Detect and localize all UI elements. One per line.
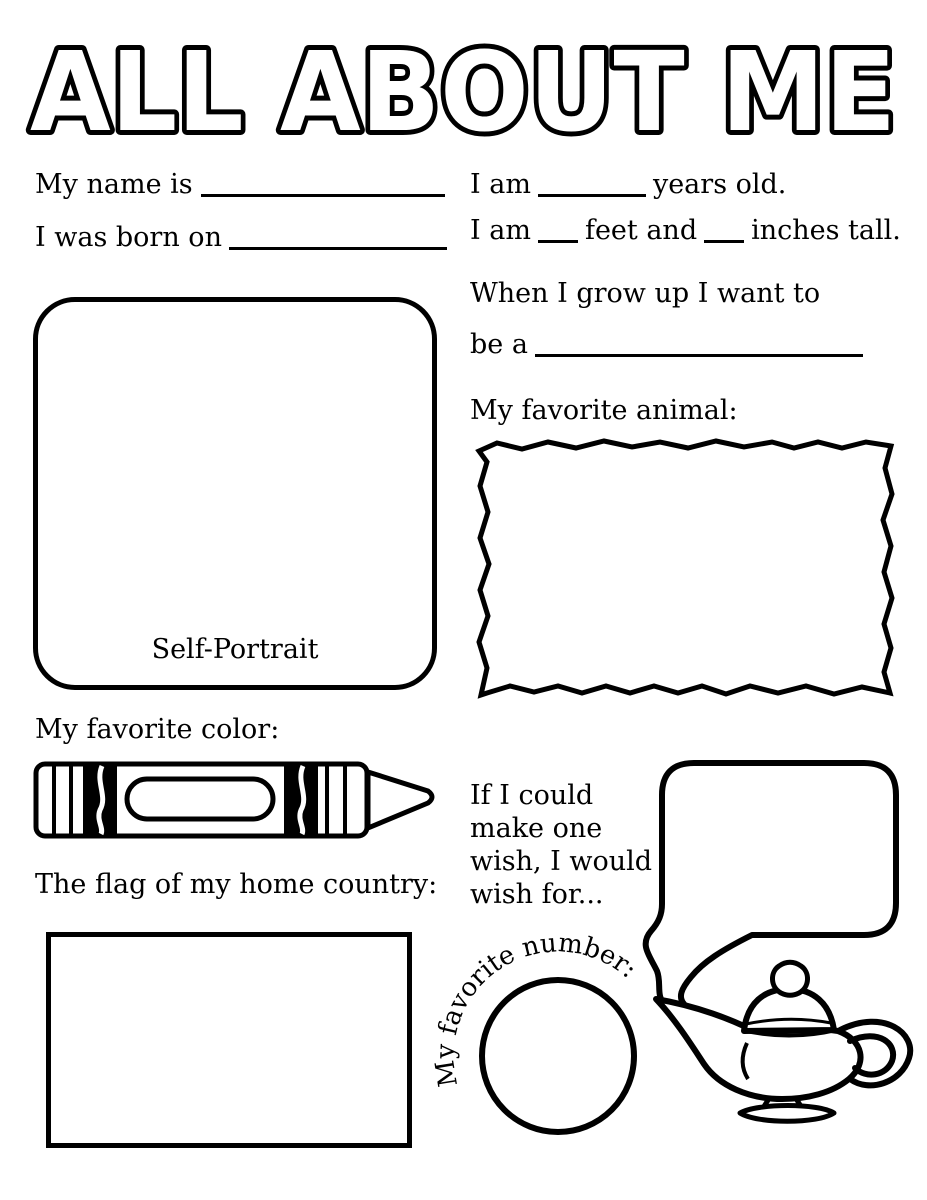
number-circle-frame[interactable]: [482, 980, 634, 1132]
height-mid: feet and: [584, 215, 698, 246]
born-row: [35, 221, 454, 255]
wish-line: If I could: [470, 780, 594, 811]
favorite-animal-label: My favorite animal:: [470, 395, 738, 426]
height-prefix: I am: [470, 215, 531, 246]
favorite-color-label: My favorite color:: [35, 714, 280, 745]
name-blank[interactable]: [201, 194, 445, 197]
grow-up-prefix: be a: [470, 329, 528, 360]
name-row: [35, 168, 452, 202]
self-portrait-caption: Self-Portrait: [151, 634, 319, 665]
crayon-icon: [36, 764, 432, 836]
age-row: [470, 168, 786, 202]
speech-bubble-frame[interactable]: [646, 763, 896, 1006]
flag-box[interactable]: [46, 932, 412, 1148]
genie-lamp-icon: [656, 962, 910, 1121]
wish-line: wish for...: [470, 879, 604, 910]
self-portrait-box[interactable]: [33, 297, 437, 690]
grow-up-blank[interactable]: [535, 354, 863, 357]
height-inches-blank[interactable]: [704, 240, 744, 243]
born-blank[interactable]: [229, 247, 447, 250]
grow-up-text: When I grow up I want to: [470, 278, 821, 309]
height-suffix: inches tall.: [751, 215, 901, 246]
crayon-label-area[interactable]: [127, 779, 273, 819]
flag-label: The flag of my home country:: [35, 869, 438, 900]
age-prefix: I am: [470, 169, 531, 200]
wish-line: wish, I would: [470, 846, 653, 877]
age-blank[interactable]: [538, 194, 646, 197]
grow-up-line1: [470, 277, 820, 311]
height-row: [470, 214, 901, 248]
height-feet-blank[interactable]: [538, 240, 578, 243]
page-title-text: ALL ABOUT ME: [30, 28, 896, 147]
born-label: I was born on: [35, 222, 222, 253]
name-label: My name is: [35, 169, 193, 200]
favorite-number-label: My favorite number:: [430, 928, 644, 1089]
wish-prompt: [470, 779, 652, 911]
grow-up-line2: [470, 328, 870, 362]
wish-line: make one: [470, 813, 603, 844]
age-suffix: years old.: [652, 169, 787, 200]
wavy-frame[interactable]: [479, 441, 892, 695]
